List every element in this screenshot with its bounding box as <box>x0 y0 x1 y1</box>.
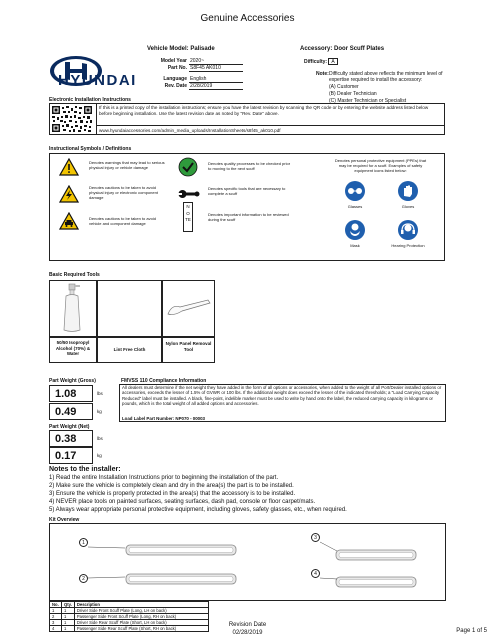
gross-lbs-unit: lbs <box>97 391 103 396</box>
callout-leaders <box>49 523 446 601</box>
language-label: Language <box>163 76 187 82</box>
tool-alcohol-label: 50/50 Isopropyl Alcohol (70%) & Water <box>55 340 91 356</box>
net-weight-kg: 0.17 <box>49 447 93 464</box>
callout-3: 3 <box>311 533 320 542</box>
part-no-label: Part No. <box>167 65 187 71</box>
gloves-label: Gloves <box>401 204 415 209</box>
notes-list <box>49 474 459 514</box>
glasses-label: Glasses <box>347 204 363 209</box>
page-number: Page 1 of 5 <box>456 628 487 634</box>
kit-row-no: 2 <box>50 614 62 620</box>
kit-row-description: Passenger Side Front Scuff Plate (Long, RH on back) <box>74 614 208 620</box>
tools-title: Basic Required Tools <box>49 272 100 278</box>
fmvss-title: FMVSS 110 Compliance Information <box>121 378 207 384</box>
callout-2: 2 <box>79 574 88 583</box>
difficulty-value: A <box>328 58 338 65</box>
note-item: 1) Read the entire Installation Instructions prior to beginning the installation of the part. <box>49 475 279 481</box>
load-label-part: Load Label Part Number: NP070 - 00003 <box>122 416 205 421</box>
kit-row-qty: 1 <box>62 620 75 626</box>
rev-date-value: 2/28/2019 <box>190 83 213 89</box>
kit-row-description: Driver Side Rear Scuff Plate (Short, LH on back) <box>74 620 208 626</box>
spray-bottle-icon <box>62 282 84 339</box>
gross-weight-lbs: 1.08 <box>49 385 93 402</box>
tools-text: Denotes specific tools that are necessary to complete a scuff <box>208 186 286 196</box>
kit-row-qty: 1 <box>62 608 75 614</box>
electronic-title: Electronic Installation Instructions <box>49 97 131 103</box>
note-text: Difficulty stated above reflects the minimum level of expertise required to install the accessory: <box>329 71 443 83</box>
quality-check-icon <box>177 157 199 182</box>
net-lbs-unit: lbs <box>97 436 103 441</box>
mask-label: Mask <box>350 243 360 248</box>
difficulty-label: Difficulty: <box>304 59 328 65</box>
gloves-icon <box>397 180 419 207</box>
language-value: English <box>190 76 207 82</box>
net-kg-unit: kg <box>97 453 102 458</box>
tool-cloth-label: Lint Free Cloth <box>113 347 146 352</box>
kit-row-qty: 1 <box>62 626 75 632</box>
net-weight-lbs: 0.38 <box>49 430 93 447</box>
kit-header-description: Description <box>74 602 208 608</box>
ppe-text: Denotes personal protective equipment (PPEs) that may be required for a scuff. Examples of safety equipment icons listed below: <box>334 158 427 173</box>
gross-kg-unit: kg <box>97 409 102 414</box>
accessory-value: Door Scuff Plates <box>334 46 385 52</box>
level-a: (A) Customer <box>329 84 359 90</box>
model-year-value: 2020~ <box>190 58 205 64</box>
hearing-protection-icon <box>397 219 419 246</box>
vehicle-model-value: Palisade <box>190 46 215 52</box>
kit-header-qty: Qty. <box>62 602 75 608</box>
gross-weight-kg: 0.49 <box>49 403 93 420</box>
note-item: 5) Always wear appropriate personal protective equipment, including gloves, safety glasses, etc., when required. <box>49 507 347 513</box>
vehicle-caution-text: Denotes cautions to be taken to avoid vehicle and component damage <box>89 216 156 226</box>
symbols-title: Instructional Symbols / Definitions <box>49 146 132 152</box>
note-item: 3) Ensure the vehicle is properly protected in the area(s) that the accessory is to be installed. <box>49 491 296 497</box>
level-c: (C) Master Technician or Specialist <box>329 98 407 104</box>
rev-date-label: Rev. Date <box>164 83 187 89</box>
vehicle-damage-icon <box>59 212 79 235</box>
level-b: (B) Dealer Technician <box>329 91 377 97</box>
electric-caution-text: Denotes cautions to be taken to avoid physical injury or electronic component damage <box>89 185 158 200</box>
page-title: Genuine Accessories <box>200 13 295 24</box>
note-item: 4) NEVER place tools on painted surfaces, seating surfaces, dash pad, console or floor carpet/mats. <box>49 499 316 505</box>
kit-header-no: No. <box>50 602 62 608</box>
tool-cloth-image <box>97 280 162 337</box>
footer-rev-label: Revision Date <box>228 622 267 628</box>
kit-row-qty: 1 <box>62 614 75 620</box>
net-weight-title: Part Weight (Net) <box>49 424 90 430</box>
electric-hazard-icon <box>59 185 79 208</box>
kit-title: Kit Overview <box>49 517 80 523</box>
note-item: 2) Make sure the vehicle is completely clean and dry in the area(s) the part is to be installed. <box>49 483 294 489</box>
tool-nylon-label: Nylon Panel Removal Tool <box>165 341 212 352</box>
model-year-label: Model Year <box>160 58 187 64</box>
callout-4: 4 <box>311 569 320 578</box>
electronic-text: If this is a printed copy of the installation instructions; ensure you have the latest revision by scanning the QR code or by entering the website address listed below before beginning installation. Use the latest revision date as noted by "Rev. Date" above. <box>99 105 429 116</box>
qr-code-icon[interactable] <box>51 105 93 133</box>
note-symbol-letters: NOTE <box>185 204 191 222</box>
vehicle-model-label: Vehicle Model: <box>147 46 189 52</box>
quality-text: Denotes quality processes to be checked prior to moving to the next scuff <box>208 161 291 171</box>
kit-row-no: 3 <box>50 620 62 626</box>
warning-icon <box>59 158 79 181</box>
kit-row-description: Passenger Side Rear Scuff Plate (Short, RH on back) <box>74 626 208 632</box>
hearing-label: Hearing Protection <box>391 243 425 248</box>
kit-row-description: Driver Side Front Scuff Plate (Long, LH on back) <box>74 608 208 614</box>
kit-row-no: 1 <box>50 608 62 614</box>
callout-1: 1 <box>79 538 88 547</box>
gross-weight-title: Part Weight (Gross) <box>49 378 96 384</box>
footer-rev-date: 02/28/2019 <box>232 630 263 636</box>
note-label: Note: <box>316 71 329 77</box>
accessory-label: Accessory: <box>300 46 333 52</box>
kit-row-no: 4 <box>50 626 62 632</box>
panel-removal-tool-icon <box>166 296 212 323</box>
note-text: Denotes important information to be reviewed during the scuff <box>208 212 289 222</box>
notes-title: Notes to the installer: <box>49 466 121 473</box>
glasses-icon <box>344 180 366 207</box>
instructions-url[interactable]: www.hyundaiaccessories.com/admin_media_uploads/InstallationSheets/s8f45_ak010.pdf <box>99 128 281 133</box>
warning-text: Denotes warnings that may lead to serious physical injury or vehicle damage <box>89 160 165 170</box>
mask-icon <box>344 219 366 246</box>
fmvss-text: All dealers must determine if the net weight they have added in the form of all options or accessories, when added to the weight of all Port/Dealer installed options or accessories, exceeds the lesser of 1.5% of GVWR or 100 lbs. If the additional weight does exceed the lesser of the indicated thresholds; a "Load Carrying Capacity Reduced" label must be installed. A black, fine-point, indelible marker must be used to write by hand onto the label, the reduced carrying capacity in kilograms or pounds, which is the total weight of all added options and accessories. <box>122 385 442 406</box>
brand-wordmark: HYUNDAI <box>58 72 137 89</box>
part-no-value: S8F45 AK010 <box>190 65 221 71</box>
